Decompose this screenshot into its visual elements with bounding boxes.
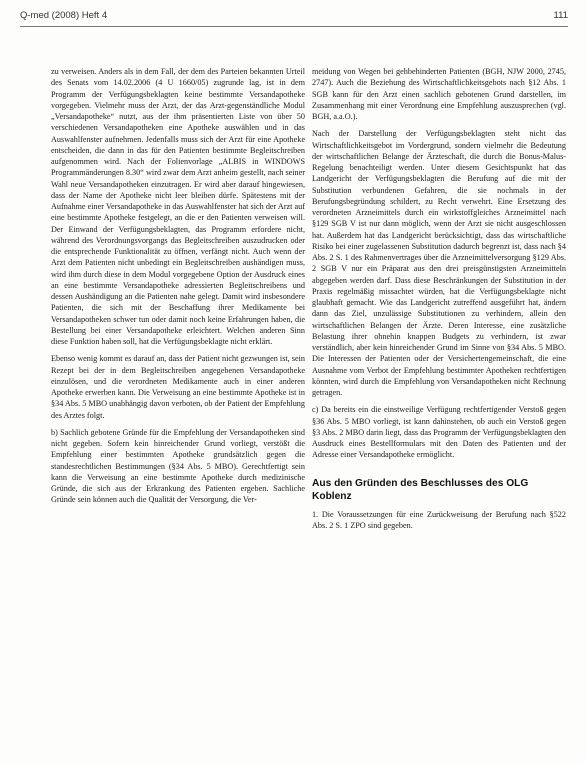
paragraph: meidung von Wegen bei gehbehinderten Patienten (BGH, NJW 2000, 2745, 2747). Auch die Beziehung des Wirtschaftlichkeitsgebots nach §12 Abs. 1 SGB kann für den Arzt einen sachlich gebotenen Grund darstellen, im Zusammenhang mit einer Verordnung eine Empfehlung auszusprechen (vgl. BGH, a.a.O.). xyxy=(312,67,566,121)
header-rule xyxy=(20,26,568,27)
page-number: 111 xyxy=(553,10,568,21)
right-column xyxy=(312,66,566,537)
paragraph: c) Da bereits ein die einstweilige Verfügung rechtfertigender Verstoß gegen §36 Abs. 5 MBO vorliegt, ist kann dahinstehen, ob auch ein Verstoß gegen §3 Abs. 2 MBO darin liegt, dass das Programm der Verfügungsbeklagten den Ausdruck eines Bestellformulars mit den Daten des Patienten und der Adresse einer Versandapotheke ermöglicht. xyxy=(312,405,566,460)
paragraph: 1. Die Voraussetzungen für eine Zurückweisung der Berufung nach §522 Abs. 2 S. 1 ZPO sind gegeben. xyxy=(312,509,566,530)
paragraph: Nach der Darstellung der Verfügungsbeklagten steht nicht das Wirtschaftlichkeitsgebot im Vordergrund, sondern vielmehr die Bedeutung der wirtschaftlichen Belange der Ärzteschaft, die durch die Bonus-Malus-Regelung benachteiligt werden. Unter diesem Gesichtspunkt hat das Landgericht der Verfügungsbeklagten die Berufung auf die mit der Substitution verbundenen Gefahren, die sie nochmals in der Berufungsbegründung schildert, zu Recht verwehrt. Eine Ersetzung des verordneten Arzneimittels durch ein wirkstoffgleiches Arzneimittel nach §129 SGB V ist nur dann möglich, wenn der Arzt sie nicht ausgeschlossen hat. Außerdem hat das Landgericht berücksichtigt, dass das wirtschaftliche Risiko bei einer zugelassenen Substitution dadurch begrenzt ist, dass nach §4 Abs. 2 S. 1 des Rahmenvertrages über die Arzneimittelversorgung §129 Abs. 2 SGB V nur ein Präparat aus den drei preisgünstigsten Arzneimitteln abgegeben werden darf. Dass diese Beschränkungen der Substitution in der Praxis regelmäßig missachtet würden, hat die Verfügungsbeklagte nicht glaubhaft gemacht. Wie das Landgericht zutreffend ausgeführt hat, ändern dann das Ziel, unzulässige Substitutionen zu verhindern, allein den wirtschaftlichen Belangen der Ärzte. Deren Interesse, eine zusätzliche Belastung ihrer ohnehin knappen Budgets zu verhindern, ist zwar verständlich, aber kein hinreichender Grund im Sinne von §34 Abs. 5 MBO. Die Interessen der Patienten oder der Versichertengemeinschaft, die eine Ausnahme vom Verbot der Empfehlung bestimmter Apotheken rechtfertigen könnten, wird durch die Empfehlung von Versandapotheken nicht Rechnung getragen. xyxy=(312,129,566,397)
paragraph: Ebenso wenig kommt es darauf an, dass der Patient nicht gezwungen ist, sein Rezept bei der in dem Begleitschreiben angegebenen Versandapotheke einzulösen, und die verordneten Medikamente auch in einer anderen Apotheke erwerben kann. Die Verweisung an eine bestimmte Apotheke ist in §34 Abs. 5 MBO unabhängig davon verboten, ob der Patient der Empfehlung des Arztes folgt. xyxy=(51,354,305,420)
paragraph: zu verweisen. Anders als in dem Fall, der dem des Parteien bekannten Urteil des Senats vom 14.02.2006 (4 U 1660/05) zugrunde lag, ist in dem Programm der Verfügungsbeklagten keine bestimmte Versandapotheke vorgegeben. Vielmehr muss der Arzt, der das Arzt-gegenständliche Modul „Versandapotheke“ nutzt, aus der ihm präsentierten Liste von über 50 verschiedenen Versandapotheken eine Apotheke auswählen und in das Auswahlfenster aufnehmen. Jedenfalls muss sich der Arzt für eine Apotheke entscheiden, die dann in das für den Patienten bestimmte Begleitschreiben aufgenommen wird. Nach der Folienvorlage „ALBIS in WINDOWS Programmänderungen 8.30“ wird zwar dem Arzt anheim gestellt, nach seiner Wahl neue Versandapotheken einzutragen. Er wird aber darauf hingewiesen, dass der Name der Apotheke nicht leer bleiben dürfe. Spätestens mit der Aufnahme einer Versandapotheke in das Auswahlfenster hat sich der Arzt auf eine bestimmte Apotheke festgelegt, an die er den Patienten verweisen will. Der Einwand der Verfügungsbeklagten, das Programm erfordere nicht, während des Verordnungsvorgangs das Begleitschreiben auszudrucken oder die entsprechende Funktionalität zu öffnen, verfängt nicht. Auch wenn der Arzt dem Patienten nicht unbedingt ein Begleitschreiben aushändigen muss, wird ihm durch diese in dem Modul vorgegebene Option der Ausdruck eines an eine bestimmte Versandapotheke adressierten Begleitschreibens und dessen Aushändigung an die Patienten nahe gelegt. Damit wird insbesondere Patienten, die sich mit der Beschaffung ihrer Medikamente bei Versandapotheken schwer tun oder damit noch keine Erfahrungen haben, die Bestellung bei einer Versandapotheke erleichtert. Welchen anderen Sinn diese Funktion haben soll, hat die Verfügungsbeklagte nicht erklärt. xyxy=(51,67,305,346)
left-column xyxy=(51,66,305,512)
paragraph: b) Sachlich gebotene Gründe für die Empfehlung der Versandapotheken sind nicht gegeben. Sofern kein hinreichender Grund vorliegt, verstößt die Empfehlung einer bestimmten Apotheke grundsätzlich gegen die standesrechtlichen Bestimmungen (§34 Abs. 5 MBO). Gerechtfertigt sein kann die Verweisung an eine bestimmte Apotheke durch medizinische Gründe, die sich aus der Erkrankung des Patienten ergeben. Sachliche Gründe sein können auch die Qualität der Versorgung, die Ver- xyxy=(51,427,305,505)
journal-title: Q-med (2008) Heft 4 xyxy=(20,10,108,21)
page-header xyxy=(20,10,568,26)
section-heading: Aus den Gründen des Beschlusses des OLG Koblenz xyxy=(312,477,529,502)
